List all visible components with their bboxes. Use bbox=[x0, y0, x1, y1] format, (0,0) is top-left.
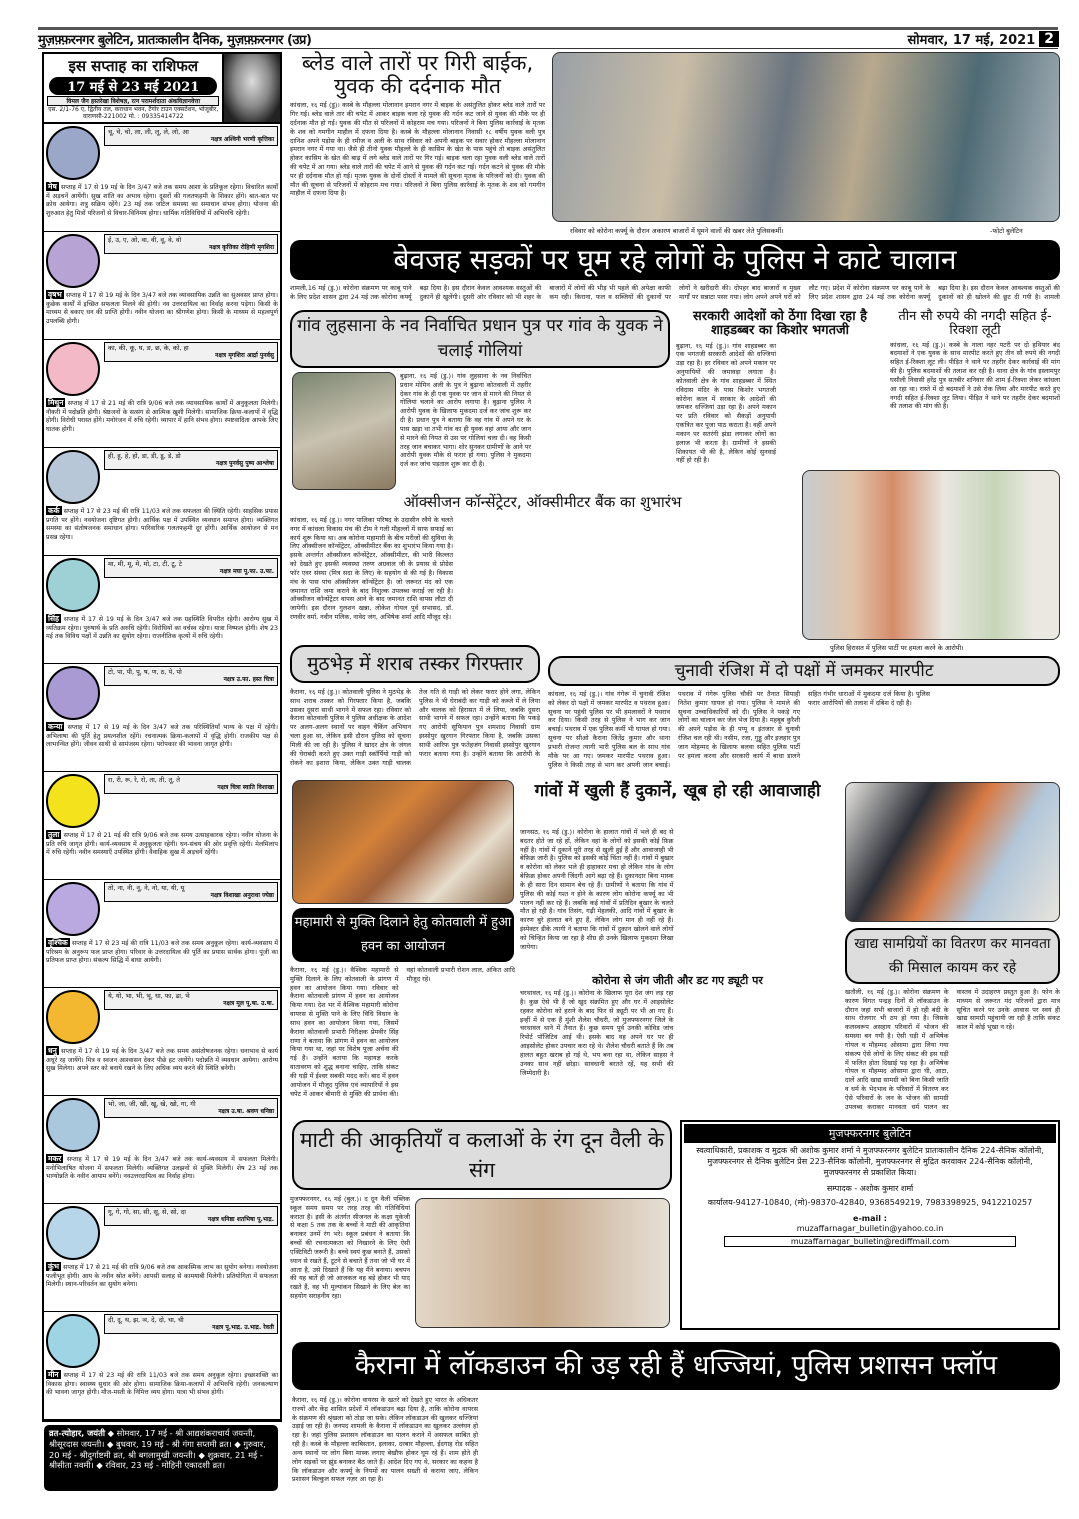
page-number: 2 bbox=[1039, 31, 1059, 47]
zodiac-entry bbox=[44, 1096, 280, 1204]
sign-text: सप्ताह में 17 से 19 मई के दिन 3/47 बजे तक व्यावसायिक उन्नति का सुअवसर प्राप्त होगा। कुछेक कार्यों में इच्छित सफलता मिलने की होगी। नव उत्तरदायित्व का निर्वाह करना पड़ेगा। किसी के माध्यम से बकाए धन की प्राप्ति होगी। नवीन योजना का श्रीगणेश होगा। किसी के माध्यम से महत्वपूर्ण उपलब्धि होगी। bbox=[46, 292, 278, 325]
sign-forecast bbox=[46, 182, 278, 218]
astrologer-photo bbox=[222, 54, 280, 122]
sign-letters: चू, चे, चो, ला, ली, लू, ले, लो, आ bbox=[108, 128, 189, 136]
body-havan: कैराना, १६ मई (डु.)। वैश्विक महामारी से मुक्ति दिलाने के लिए कोतवाली के प्रांगण में हवन का आयोजन किया गया। रविवार को कैराना कोतवाली प्रांगण में हवन का आयोजन किया गया। देश भर में वैश्विक महामारी कोरोना वायरस से मुक्ति पाने के लिए विधि विधान के साथ हवन का आयोजन किया गया, जिसमें कैराना कोतवाली प्रभारी निरीक्षक प्रेमवीर सिंह राणा ने बताया कि प्रांगण में हवन का आयोजन किया गया था, जहां पर विशेष पूजा अर्चना की गई है। उन्होंने बताया कि महायज्ञ करके वातावरण को शुद्ध बनाना चाहिए, ताकि संकट की घड़ी में ईश्वर सबकी मदद करें। बाद में हवन आयोजन में मौजूद पुलिस एवं व्यापारियों ने इस चपेट में आकर बीमारी से मुक्ति की प्रार्थना की। वहां कोतवाली प्रभारी रोशन लाल, अंकित आदि मौजूद रहे। bbox=[290, 966, 515, 1098]
body-lockdown: कैराना, १६ मई (डु.)। कोरोना वायरस के खतरे को देखते हुए भारत के अधिकतर राज्यों और केंद्र शासित प्रदेशों में लॉकडाउन बढ़ा दिया है, ताकि कोरोना वायरस के संक्रमण की श्रृंखला को तोड़ा जा सके। लेकिन लॉकडाउन की खुलकर धज्जियां उड़ाई जा रही है। जनपद शामली के कैराना में लॉकडाउन का खुलकर उल्लंघन हो रहा है। जहां पुलिस प्रशासन लॉकडाउन का पालन कराने में असफल साबित हो रही है। कस्बे के मौहल्ला काबिस्तान, इलाका, दरबार मौहल्ला, ईदगाह रोड सहित अन्य स्थानों पर लोग बिना मास्क लगाए बेखौफ होकर घूम रहे हैं। शाम होते ही लोग सड़कों पर झुंड बनाकर बैठ जाते हैं। आदेश दिए गए थे, सरकार का कहना है कि लॉकडाउन और कर्फ्यू के नियमों का पालन सख्ती से कराया जाए, लेकिन प्रशासन बिल्कुल सफल नज़र आ रहा है। bbox=[292, 1396, 478, 1484]
zodiac-entry bbox=[44, 988, 280, 1096]
body-mati: मुजफ्फरनगर, १६ मई (बुल.)। द दून वैली पब्लिक स्कूल समय समय पर तरह तरह की गतिविधियां कराता है। इसी के अंतर्गत सीजनल के कक्षा यूकेजी से कक्षा 5 तक तक के बच्चों ने माटी की आकृतियां बनाकर उनमें रंग भरे। स्कूल प्रबंधन ने बताया कि बच्चों की रचनात्मकता को निखारने के लिए ऐसी एक्टिविटी जरूरी है। बच्चे स्वयं कुछ बनाते हैं, उसको ध्यान से रखते हैं, टूटने से बचाते हैं तथा जो भी घर में आता है, उसे दिखाते हैं कि यह मैंने बनाया। बचपन की यह बातें ही जो आजकल वह बड़े होकर भी याद रखते हैं, वह भी मूल्यांकन सिखाने के लिए बेल का सहयोग सराहनीय रहा। bbox=[290, 1195, 410, 1301]
sign-forecast bbox=[46, 722, 278, 750]
body-gaon: जानसठ, १६ मई (डु.)। कोरोना के हालात गांवों में भले ही बद से बदतर होते जा रहे हों, लेकिन वहां के लोगों को इसकी कोई फ़िक्र नहीं है। गांवों में दुकानें पूरी तरह से खुली हुई हैं और आवाजाही भी बेफ़िक्र जारी है। पुलिस को इसकी कोई चिंता नहीं है। गांवों में बुखार व कोरोना को लेकर भले ही हाहाकार मचा हो लेकिन गांव के लोग बेफ़िक्र होकर अपनी जिंदगी आगे बढ़ा रहे हैं। दुकानदार बिना मास्क के ही सारा दिन सामान बेच रहे हैं। ग्रामीणों ने बताया कि गांव में पुलिस की कोई गश्त न होने के कारण लोग कोरोना कर्फ्यू का भी पालन नहीं कर रहे हैं। जबकि कई गांवों में प्रतिदिन बुखार के चलते मौत हो रही है। गांव तिसंग, गढ़ी मेहलकी, आदि गांवों में बुखार के कारण बुरे हालात बने हुए हैं, लेकिन लोग मान ही नहीं रहे हैं। इंस्पेक्टर डीके त्यागी ने बताया कि गांवों में दुकान खोलने वाले लोगों को चिन्हित किया जा रहा है शीघ्र ही उनके खिलाफ मुकदमा लिखा जायेगा। bbox=[520, 828, 674, 951]
sign-text: सप्ताह में 17 से 19 मई के दिन 3/47 बजे तक परिस्थितियाँ भाग्य के पक्ष में रहेंगी। अभिलाषा की पूर्ति हेतु प्रयत्नशील रहेंगे। रचनात्मक क्रिया-कलापों में वृद्धि होगी। राजकीय पक्ष से लाभान्वित होंगे। जीवन साथी से सामंजस्य रहेगा। परोपकार की भावना जागृत होगी। bbox=[46, 724, 278, 748]
body-teen-sau: कांधला, १६ मई (डु.)। कस्बे के नाला नहर पटरी पर दो हथियार बंद बदमाशों ने एक युवक के साथ मारपीट करते हुए तीन सौ रुपये की नगदी सहित ई-रिक्शा लूट ली। पीड़ित ने थाने पर तहरीर देकर कार्रवाई की मांग की है। पुलिस बदमाशों की तलाश कर रही है। थाना क्षेत्र के गांव इस्लामपुर घसौली निवासी हरेंद्र पुत्र सतबीर शनिवार की शाम ई-रिक्शा लेकर कांधला आ रहा था। रास्ते में दो बदमाशों ने उसे रोक लिया और मारपीट करते हुए नगदी सहित ई-रिक्शा लूट लिया। पीड़ित ने थाने पर तहरीर देकर बदमाशों की तलाश की मांग की है। bbox=[890, 340, 1060, 411]
headline-chunavi: चुनावी रंजिश में दो पक्षों में जमकर मारपीट bbox=[548, 656, 1060, 686]
sign-forecast bbox=[46, 614, 278, 642]
zodiac-entry bbox=[44, 1204, 280, 1312]
zodiac-entry bbox=[44, 124, 280, 232]
sign-forecast bbox=[46, 830, 278, 858]
caption-police: रविवार को कोरोना कर्फ्यू के दौरान अकारण बाजारों में घूमने वालों की खबर लेते पुलिसकर्मी। bbox=[570, 227, 784, 235]
headline-corona-jung: कोरोना से जंग जीती और डट गए ड्यूटी पर bbox=[592, 974, 763, 987]
zodiac-sign-icon bbox=[46, 126, 100, 180]
body-corona-jung: चरथावल, १६ मई (डु.)। कोरोना के खिलाफ पूरा देश जंग लड़ रहा है। कुछ ऐसे भी हैं जो खुद संक्रमित हुए और घर में आइसोलेट रहकर कोरोना को हराने के बाद फिर से ड्यूटी पर भी आ गए हैं। इन्हीं में से एक हैं मुंशी शैलेश चौधरी, जो मुजफ्फरनगर जिले के चरथावल थाने में तैनात हैं। कुछ समय पूर्व उनकी कोविड जांच रिपोर्ट पॉजिटिव आई थी। इसके बाद वह अपने घर पर ही आइसोलेट होकर उपचार करा रहे थे। शैलेश चौधरी बताते हैं कि तब हालत बहुत खराब हो गई थे, भय बना रहा था, लेकिन साहस ने उनका साथ नहीं छोड़ा। सावधानी बरतते रहें, यह सभी की जिम्मेदारी है। bbox=[520, 989, 674, 1077]
headline-khadya: खाद्य सामग्रियों का वितरण कर मानवता की मिसाल कायम कर रहे bbox=[845, 928, 1060, 984]
sign-letters-row bbox=[104, 774, 278, 794]
zodiac-sign-icon bbox=[46, 882, 100, 936]
photo-boxes bbox=[292, 372, 396, 490]
sign-name: मीन bbox=[48, 1370, 59, 1379]
sign-letters: ही, हू, हे, हो, डा, डी, डू, डे, डो bbox=[108, 452, 181, 460]
headline-luhsana: गांव लुहसाना के नव निर्वाचित प्रधान पुत्र पर गांव के युवक ने चलाई गोलियां bbox=[290, 310, 670, 368]
sign-nakshatra: नक्षत्र उ.षा. श्रवण धनिष्ठा bbox=[218, 1108, 274, 1116]
body-blade: कांधला, १६ मई (डु)। कस्बे के मौहल्ला मोलानान इमरान नगर में बाइक के असंतुलित होकर ब्लेड वाले तारों पर गिर गई। ब्लेड वाले तार की चपेट में आकर बाइक चला रहे युवक की गर्दन कट जाने से युवक की मौके पर ही दर्दनाक मौत हो गई। युवक की मौत से परिजनों में कोहराम मच गया। परिजनों ने बिना पुलिस कार्रवाई के मृतक के शव को गमगीन माहौल में दफना दिया है। कस्बे के मौहल्ला मोलानान निवासी १८ वर्षीय युवक वली पुत्र दानिश अपने पड़ोस के ही रमीज व अली के साथ रविवार को अपनी बाइक पर सवार होकर मौहल्ला मोलानान इमरान नगर में गया था। जैसे ही तीनो युवक मौहल्ले के ही कासिम के खेत के पास पहुंचे तो बाइक असंतुलित होकर कासिम के खेत की बाढ़ में लगे ब्लेड वाले तारों पर गिर गई। बाइक चला रहा युवक वली ब्लेड वाले तारों की चपेट में आ गया। ब्लेड वाले तारों की चपेट में आने से युवक की गर्दन कट गई। गर्दन कटने से युवक की मौके पर ही दर्दनाक मौत हो गई। मृतक युवक के दोनों दोस्तों ने मामले की सूचना मृतक के परिजनों को दी। युवक की मौत की सूचना से परिजनों में कोहराम मच गया। परिजनों ने बिना पुलिस कार्रवाई के मृतक के शव को गमगीन माहौल में दफना दिया है। bbox=[290, 101, 545, 198]
sign-letters: रा, री, रू, रे, रो, ता, ती, तू, ते bbox=[108, 776, 180, 784]
rashifal-column bbox=[42, 52, 282, 1422]
zodiac-sign-icon bbox=[46, 558, 100, 612]
headline-mati: माटी की आकृतियाँ व कलाओं के रंग दून वैली के संग bbox=[292, 1120, 672, 1190]
photo-food-distribution bbox=[845, 782, 1060, 922]
sign-nakshatra: नक्षत्र धनिष्ठा शतभिषा पू.भाद्र. bbox=[207, 1216, 274, 1224]
body-oxygen: कांधला, १६ मई (डु.)। नगर पालिका परिषद के उदासीन रवैये के चलते नगर में कांधला विकास मंच की टीम ने गली मौहल्लों में साफ सफाई का कार्य शुरू किया था। अब कोरोना महामारी के बीच मरीजों की सुविधा के लिए ऑक्सीजन कॉन्सेंट्रेटर, ऑक्सीमीटर बैंक का शुभारंभ किया गया है। इसके अन्तर्गत ऑक्सीजन कॉन्सेंट्रेटर, ऑक्सीमीटर, की भारी किल्लत को देखते हुए इसकी व्यवस्था तरुण अग्रवाल जी के प्रयास से प्रोग्रेस फॉर एवर संस्था (मित्र सदा के लिए) के सहयोग से की गई है। विकास मंच के पास पांच ऑक्सीजन कॉन्सेंट्रेटर है। जो जरूरत मंद को एक जमानत राशि जमा कराने के बाद निशुल्क उपलब्ध कराई जा रही है। ऑक्सीजन कॉन्सेंट्रेटर वापस आने के बाद जमानत राशि वापस लौटा दी जायेगी। इस दौरान गुलशन खन्ना, लोकेश गोयल पूर्व सभासद, डॉ. रणवीर वर्मा, नवीन मलिक, नावेद जंग, अभिषेक शर्मा आदि मौजूद रहे। bbox=[290, 516, 453, 622]
sign-letters-row bbox=[104, 450, 278, 470]
headline-havan: महामारी से मुक्ति दिलाने हेतु कोतवाली में हुआ हवन का आयोजन bbox=[292, 908, 514, 962]
sign-name: मेष bbox=[48, 182, 57, 191]
sign-name: मकर bbox=[48, 1154, 62, 1163]
sign-name: तुला bbox=[48, 830, 60, 839]
sign-name: धनु bbox=[48, 1046, 57, 1055]
sign-letters: तो, ना, नी, नू, ने, नो, या, यी, यू bbox=[108, 884, 185, 892]
sign-text: सप्ताह में 17 से 21 मई की रात्रि 9/06 बजे तक समय उत्साहकारक रहेगा। नवीन योजना के प्रति रुचि जागृत होगी। कार्य-व्यवसाय में अनुकूलता रहेगी। धन-संचय की ओर प्रवृत्ति रहेगी। मेलमिलाप में रुचि रहेगी। नवीन समस्याएँ उपस्थित होंगी। वैवाहिक सुख में अड़चनें रहेंगी। bbox=[46, 832, 278, 856]
sign-nakshatra: नक्षत्र उ.फा. हस्त चित्रा bbox=[223, 676, 274, 684]
zodiac-sign-icon bbox=[46, 1098, 100, 1152]
sign-name: मिथुन bbox=[48, 398, 64, 407]
sign-text: सप्ताह में 17 से 19 मई के दिन 3/47 बजे तक समय आशा के प्रतिकूल रहेगा। विचारित कार्यों में अड़चनें आयेंगी। सुख शांति का अभाव रहेगा। दूसरों की गलतफहमी के शिकार होंगे। बात-बात पर क्रोध आयेगा। शत्रु सक्रिय रहेंगे। 23 मई तक जटिल समस्या का समाधान संभव होगा। योजना की शुरुआत हेतु मित्रों परिजनों से विचार-विनिमय होगा। धार्मिक गतिविधियों में अभिरुचि रहेगी। bbox=[46, 184, 278, 217]
sign-letters: भो, जा, जी, खी, खू, खे, खो, गा, गी bbox=[108, 1100, 196, 1108]
zodiac-sign-icon bbox=[46, 1206, 100, 1260]
masthead-title: मुज़फ़्फ़रनगर बुलेटिन, प्रातःकालीन दैनिक, मुज़फ़्फ़रनगर (उप्र) bbox=[38, 33, 312, 48]
body-sarkari: बुढ़ाना, १६ मई (डु.)। गांव शाहडब्बर का एक भगतजी सरकारी आदेशों की धज्जियां उड़ा रहा है। हर रविवार को अपने मकान पर अनुयायियों की जमावड़ा लगाता है। कोतवाली क्षेत्र के गांव शाहडब्बर में स्थित रविदास मंदिर के पास किशोर भगतजी कोरोना काल में सरकार के आदेशों की जमकर धज्जियां उड़ा रहा है। अपने मकान पर प्रति रविवार को सैकड़ों अनुयायी एकत्रित कर पूजा पाठ कराता है। वहीं अपने मकान पर सतरंगी झंडा लगाकर लोगों का इलाज भी करता है। ग्रामीणों ने इसकी शिकायत भी की है, लेकिन कोई सुनवाई नहीं हो रही है। bbox=[676, 341, 776, 465]
astrologer-address: एस. 2/1-76 ए, द्वितीय तल, कराधान भवन, टैगोर टाउन एक्सटेंशन, भोजूबीर, वाराणसी-221002 मो. : 09335414722 bbox=[48, 106, 219, 121]
masthead-rule-bottom bbox=[38, 48, 1058, 49]
zodiac-entry bbox=[44, 232, 280, 340]
headline-challan: बेवजह सड़कों पर घूम रहे लोगों के पुलिस ने काटे चालान bbox=[290, 240, 1060, 280]
sign-nakshatra: नक्षत्र मृगशिरा आर्द्रा पुनर्वसु bbox=[215, 352, 274, 360]
sign-letters-row bbox=[104, 234, 278, 254]
info-body: स्वत्वाधिकारी, प्रकाशक व मुद्रक श्री अशोक कुमार शर्मा ने मुजफ्फरनगर बुलेटिन प्रातःकालीन दैनिक 224-सैनिक कॉलोनी, मुजफ्फरनगर से दैनिक बुलेटिन प्रेस 223-सैनिक कॉलोनी, मुजफ्फरनगर से मुद्रित करवाकर 224-सैनिक कॉलोनी, मुजफ्फरनगर से प्रकाशित किया। bbox=[696, 1146, 1044, 1177]
sign-letters-row bbox=[104, 342, 278, 362]
rashifal-dates: 17 मई से 23 मई 2021 bbox=[49, 77, 217, 95]
photo-havan bbox=[292, 780, 514, 904]
body-muthbhed: कैराना, १६ मई (डु.)। कोतवाली पुलिस ने मुठभेड़ के साथ शराब तस्कर को गिरफ्तार किया है, जबकि उसका दूसरा साथी भागने में सफल रहा। रविवार को कैराना कोतवाली पुलिस ने पुलिस अधीक्षक के आदेश पर अलग-अलग स्थानों पर वाहन चैकिंग अभियान चला हुआ था, लेकिन इसी दौरान पुलिस को सूचना मिली की जा रही है। पुलिस ने खादर क्षेत्र के जंगल की घेराबंदी करते हुए उक्त गाड़ी स्कॉर्पियो गाड़ी को रोकने का इशारा किया, लेकिन उक्त गाड़ी चालक तेज गति से गाड़ी को लेकर फरार होने लगा, लेकिन पुलिस ने भी घेराबंदी कर गाड़ी को कब्जे में ले लिया और चालक को हिरासत में ले लिया, जबकि दूसरा साथी भागने में सफल रहा। उन्होंने बताया कि पकड़े गए आरोपी सूफियान पुत्र शमशाद निवासी ग्राम इस्सोपुर खुरगान गिरफ्तार किया है, जबकि उसका साथी आरिफ पुत्र फतेहजंग निवासी इस्सोपुर खुरगान फरार बताया गया है। उन्होंने बताया कि आरोपी के bbox=[290, 688, 540, 767]
headline-muthbhed: मुठभेड़ में शराब तस्कर गिरफ्तार bbox=[290, 645, 540, 683]
headline-sarkari: सरकारी आदेशों को ठेंगा दिखा रहा है शाहडब्बर का किशोर भगतजी bbox=[692, 309, 868, 339]
sign-name: कन्या bbox=[48, 722, 63, 731]
sign-letters: टो, पा, पी, पू, ष, ण, ठ, पे, पो bbox=[108, 668, 182, 676]
zodiac-list bbox=[44, 124, 280, 1420]
caption-accused: पुलिस हिरासत में पुलिस पार्टी पर हमला करने के आरोपी। bbox=[830, 644, 964, 652]
masthead-date-block bbox=[908, 30, 1059, 48]
sign-name: कुंभ bbox=[48, 1262, 60, 1271]
sign-name: सिंह bbox=[48, 614, 59, 623]
sign-name: कर्क bbox=[48, 506, 60, 515]
vrat-label: व्रत-त्योहार, जयंती bbox=[49, 1428, 105, 1438]
body-luhsana: बुढ़ाना, १६ मई (डु.)। गांव लुहसाना के नव निर्वाचित प्रधान मोमिन अली के पुत्र ने बुढ़ाना कोतवाली में तहरीर देकर गांव के ही एक युवक पर जान से मारने की नियत से गोलियां चलाने का आरोप लगाया है। बुढ़ाना पुलिस ने आरोपी युवक के खिलाफ मुकदमा दर्ज कर जांच शुरू कर दी है। प्रधान पुत्र ने बताया कि वह गांव में अपने घर के पास खड़ा था तभी गांव का ही युवक वहां आया और जान से मारने की नियत से उस पर गोलियां चला दी। वह किसी तरह जान बचाकर भागा। शोर सुनकर ग्रामीणों के आने पर आरोपी युवक मौके से फरार हो गया। पुलिस ने मुकदमा दर्ज कर जांच पड़ताल शुरू कर दी है। bbox=[400, 372, 531, 469]
zodiac-sign-icon bbox=[46, 450, 100, 504]
sign-text: सप्ताह में 17 से 23 मई की रात्रि 11/03 बजे तक समय अनुकूल रहेगा। इच्छाशक्ति का विकास होगा। स्वास्थ्य सुधार की ओर होगा। सामाजिक क्रिया-कलापों में अभिरुचि रहेगी। जनकल्याण की भावना जागृत होगी। मौज-मस्ती के निमित्त व्यय होगा। यात्रा भी संभव होगी। bbox=[46, 1372, 278, 1396]
info-email-label: e-mail : bbox=[853, 1213, 887, 1223]
sign-forecast bbox=[46, 1370, 278, 1398]
zodiac-sign-icon bbox=[46, 234, 100, 288]
body-chunavi: कांधला, १६ मई (डु.)। गांव गंगेरू में चुनावी रंजिश को लेकर दो पक्षों में जमकर मारपीट व पथराव हुआ। सूचना पर पहुंची पुलिस पर भी हमलावरों ने पथराव कर दिया। किसी तरह से पुलिस ने भाग कर जान बचाई। पथराव में एक पुलिस कर्मी भी घायल हो गया। सूचना पर सीओ कैराना जितेंद्र कुमार और थाना प्रभारी रोजन्त त्यागी भारी पुलिस बल के साथ गांव मौके पर आ गए। जमकर मारपीट पथराव हुआ। पुलिस ने किसी तरह से भाग कर अपनी जान बचाई। पथराव में गंगेरू पुलिस चौकी पर तैनात सिपाही नितेश कुमार घायल हो गया। पुलिस ने मामले की सूचना उच्चाधिकारियों को दी। पुलिस ने पकड़े गए लोगों का चालान कर जेल भेज दिया है। महबूब कुरैशी की अपने पड़ोस के ही पप्पू व इंतजार से चुनावी रंजिश चल रही थी। नसीम, रजा, गुड्डू और इजहार पुत्र जान मोहम्मद के खिलाफ बलवा सहित पुलिस पार्टी पर हमला करना और सरकारी कार्य में बाधा डालने सहित गंभीर धाराओं में मुकदमा दर्ज किया है। पुलिस फरार आरोपियों की तलाश में दबिश दे रही है। bbox=[548, 690, 930, 769]
info-title: मुजफ्फरनगर बुलेटिन bbox=[684, 1124, 1056, 1143]
sign-letters-row bbox=[104, 1314, 278, 1334]
sign-nakshatra: नक्षत्र विशाखा अनुराधा ज्येष्ठा bbox=[210, 892, 274, 900]
sign-forecast bbox=[46, 938, 278, 966]
sign-nakshatra: नक्षत्र अश्विनी भरणी कृत्तिका bbox=[210, 136, 274, 144]
zodiac-entry bbox=[44, 880, 280, 988]
sign-letters-row bbox=[104, 1098, 278, 1118]
zodiac-sign-icon bbox=[46, 990, 100, 1044]
sign-letters-row bbox=[104, 666, 278, 686]
zodiac-entry bbox=[44, 664, 280, 772]
sign-forecast bbox=[46, 506, 278, 542]
sign-text: सप्ताह में 17 से 23 मई की रात्रि 11/03 बजे तक सफलता की स्थिति रहेगी। साहसिक प्रयास प्रगति पर होंगे। नवयोजना दृष्टिगत होगी। आर्थिक पक्ष में उपस्थित व्यवधान समाप्त होगा। व्यक्तिगत समस्या का संतोषजनक समाधान होगा। पारिवारिक गलतफहमी दूर होंगी। आर्थिक आयोजन से मन प्रसन्न रहेगा। bbox=[46, 508, 278, 541]
zodiac-entry bbox=[44, 448, 280, 556]
zodiac-sign-icon bbox=[46, 774, 100, 828]
sign-letters: दी, दू, थ, झ, ञ, दे, दो, चा, ची bbox=[108, 1316, 184, 1324]
headline-lockdown: कैराना में लॉकडाउन की उड़ रही हैं धज्जियां, पुलिस प्रशासन फ्लॉप bbox=[292, 1342, 1060, 1390]
sign-letters: गू, गे, गो, सा, सी, सू, से, सो, दा bbox=[108, 1208, 186, 1216]
sign-letters-row bbox=[104, 1206, 278, 1226]
sign-text: सप्ताह में 17 से 23 मई की रात्रि 11/03 बजे तक समय अनुकूल रहेगा। कार्य-व्यवसाय में परिश्रम के अनुरूप फल प्राप्त होगा। परिवार के उत्तरदायित्व की पूर्ति का प्रयास सार्थक होगा। पूंजी का प्रतिफल प्राप्त होगा। संकल्प सिद्धि में बाधा आयेगी। bbox=[46, 940, 278, 964]
sign-letters-row bbox=[104, 882, 278, 902]
sign-nakshatra: नक्षत्र मघा पू.फा. उ.फा. bbox=[219, 568, 274, 576]
headline-oxygen: ऑक्सीजन कॉन्सेंट्रेटर, ऑक्सीमीटर बैंक का शुभारंभ bbox=[403, 493, 682, 511]
vrat-text: ◆ सोमवार, 17 मई - श्री आद्यशंकराचार्य जयन्ती, श्रीसूरदास जयन्ती। ◆ बुधवार, 19 मई - श्री गंगा सप्तमी व्रत। ◆ गुरुवार, 20 मई - श्रीदुर्गाष्टमी व्रत, श्री बगलामुखी जयन्ती। ◆ शुक्रवार, 21 मई - श्रीसीता नवमी। ◆ रविवार, 23 मई - मोहिनी एकादशी व्रत। bbox=[49, 1428, 266, 1471]
photo-police-checking bbox=[552, 52, 1060, 222]
sign-forecast bbox=[46, 398, 278, 434]
sign-nakshatra: नक्षत्र पू.भाद्र. उ.भाद्र. रेवती bbox=[212, 1324, 274, 1332]
photo-credit: -फोटो बुलेटिन bbox=[990, 227, 1023, 235]
zodiac-entry bbox=[44, 340, 280, 448]
zodiac-entry bbox=[44, 772, 280, 880]
sign-nakshatra: नक्षत्र कृत्तिका रोहिणी मृगशिरा bbox=[209, 244, 274, 252]
headline-blade: ब्लेड वाले तारों पर गिरी बाईक, युवक की दर्दनाक मौत bbox=[301, 51, 534, 99]
vrat-tyohar-box bbox=[44, 1425, 278, 1491]
sign-text: सप्ताह में 17 से 21 मई की रात्रि 9/06 बजे तक आकस्मिक लाभ का सुयोग बनेगा। नवयोजना फलीभूत होगी। आय के नवीन स्रोत बनेंगे। आपसी सलाह से कामयाबी मिलेगी। प्रतियोगिता में सफलता मिलेगी। स्थान-परिवर्तन का सुयोग बनेगा। bbox=[46, 1264, 278, 1288]
article-blade bbox=[290, 52, 545, 229]
sign-text: सप्ताह में 17 से 21 मई की रात्रि 9/06 बजे तक व्यावसायिक कार्यों में अनुकूलता मिलेगी। नौकरी में पदोन्नति होगी। श्रेष्ठजनों के सत्संग से आत्मिक ख़ुशी मिलेगी। सामाजिक क्रिया-कलापों में वृद्धि होगी। विरोधी परास्त होंगे। मनोरंजन में रुचि रहेगी। व्यापार में हानि संभव होगा। स्पष्टवादिता आपके लिए घातक होगी। bbox=[46, 400, 278, 433]
sign-name: वृषभ bbox=[48, 290, 62, 299]
sign-forecast bbox=[46, 1154, 278, 1182]
sign-forecast bbox=[46, 1262, 278, 1290]
info-editor: सम्पादक - अशोक कुमार शर्मा bbox=[826, 1184, 914, 1194]
rashifal-title: इस सप्ताह का राशिफल bbox=[68, 57, 199, 75]
article-teen-sau bbox=[890, 310, 1060, 469]
body-challan: शामली,16 मई (डु.)। कोरोना संक्रमण पर काबू पाने के लिए प्रदेश शासन द्वारा 24 मई तक कोरोना कर्फ्यू बढ़ा दिया है। इस दौरान केवल आवश्यक वस्तुओं की दुकानें ही खुलेंगी। दूसरी ओर रविवार को भी शहर के बाजारों में लोगों की भीड़ भी पहले की अपेक्षा काफी कम रही। किराना, फल व सब्जियों की दुकानों पर लोगों ने खरीदारी की। दोपहर बाद बाजारों व मुख्य मार्गों पर सन्नाटा पसर गया। लोग अपने अपने घरों को लौट गए। प्रदेश में कोरोना संक्रमण पर काबू पाने के लिए प्रदेश शासन द्वारा 24 मई तक कोरोना कर्फ्यू बढ़ा दिया है। इस दौरान केवल आवश्यक वस्तुओं की दुकानों को ही खोलने की छूट दी गयी है। शामली bbox=[290, 284, 1060, 301]
info-phones: कार्यालय-94127-10840, (मो)-98370-42840, 9368549219, 7983398925, 9412210257 bbox=[707, 1198, 1033, 1208]
sign-nakshatra: नक्षत्र मूल पू.षा. उ.षा. bbox=[223, 1000, 274, 1008]
zodiac-entry bbox=[44, 1312, 280, 1420]
info-email-2[interactable]: muzaffarnagar_bulletin@rediffmail.com bbox=[724, 1236, 1016, 1247]
sign-text: सप्ताह में 17 से 19 मई के दिन 3/47 बजे तक ग्रहस्थिति विपरीत रहेगी। आरोग्य सुख में व्यतिक्रम रहेगा। पुरुषार्थ के प्रति अरुचि रहेगी। विरोधियों का वर्चस्व रहेगा। यात्रा निष्फल होगी। शेष 23 मई तक विविध पक्षों में उन्नति का सुयोग रहेगा। राजनीतिक कृत्यों में रुचि रहेगी। bbox=[46, 616, 278, 640]
sign-letters: ये, यो, भा, भी, भू, धा, फा, ढा, भे bbox=[108, 992, 190, 1000]
rashifal-header bbox=[44, 54, 280, 124]
zodiac-sign-icon bbox=[46, 342, 100, 396]
sign-nakshatra: नक्षत्र चित्रा स्वाति विशाखा bbox=[217, 784, 274, 792]
sign-letters-row bbox=[104, 126, 278, 146]
sign-letters: मा, मी, मू, मे, मो, टा, टी, टू, टे bbox=[108, 560, 183, 568]
body-khadya: खतौली, १६ मई (डु.)। कोरोना संक्रमण के कारण विगत पन्द्रह दिनों से लॉकडाउन के दौरान जहां सभी बाजारों में हो रही बंदी के साथ रोजगार भी ठप हो गया है। जिसके कलस्वरूप असहाय परिवारों में भोजन की समस्या बन गयी है। ऐसी घड़ी में अभिषेक गोयल व मौहम्मद ओसामा द्वारा लिया गया संकल्प ऐसे लोगों के लिए संकट की इस घड़ी में फलित होता दिखाई पड़ रहा है। अभिषेक गोयल व मौहम्मद ओसामा द्वारा घी, आटा, दालें आदि खाद्य सामग्री को बिना किसी जाति व धर्म के भेदभाव के परिवारों में वितरण कर ऐसे परिवारों के जन के भोजन की सामग्री उपलब्ध कराकर मानवता धर्म पालन का वास्तव में उदाहरण प्रस्तुत हुआ है। फोन के माध्यम से जरूरत मंद परिजनों द्वारा मात्र सूचित करने पर उनके आवास पर स्वयं ही खाद्य सामग्री पहुंचायी जा रही है ताकि संकट काल में कोई भूखा न रहे। bbox=[845, 988, 1060, 1111]
sign-nakshatra: नक्षत्र पुनर्वसु पुष्य आश्लेषा bbox=[215, 460, 274, 468]
sign-letters: ई, उ, ए, ओ, वा, वी, वू, वे, वो bbox=[108, 236, 182, 244]
zodiac-entry bbox=[44, 556, 280, 664]
issue-date: सोमवार, 17 मई, 2021 bbox=[907, 33, 1036, 48]
publisher-info-box bbox=[680, 1120, 1060, 1330]
sign-letters-row bbox=[104, 990, 278, 1010]
astrologer-name: विमल जैन हस्तरेखा विशेषज्ञ, रत्न परामर्शदाता अंकविज्ञानवेत्ता bbox=[47, 96, 219, 106]
sign-letters-row bbox=[104, 558, 278, 578]
headline-teen-sau: तीन सौ रुपये की नगदी सहित ई-रिक्शा लूटी bbox=[898, 309, 1052, 339]
zodiac-sign-icon bbox=[46, 1314, 100, 1368]
photo-children bbox=[415, 1198, 670, 1328]
sign-name: वृश्चिक bbox=[48, 938, 68, 947]
info-email-1[interactable]: muzaffarnagar_bulletin@yahoo.co.in bbox=[796, 1223, 944, 1233]
sign-forecast bbox=[46, 1046, 278, 1074]
sign-forecast bbox=[46, 290, 278, 326]
sign-letters: का, की, कू, घ, ङ, छ, के, को, हा bbox=[108, 344, 189, 352]
headline-gaon: गांवों में खुली हैं दुकानें, खूब हो रही आवाजाही bbox=[534, 781, 821, 801]
article-corona-jung bbox=[520, 975, 835, 1107]
photo-accused bbox=[802, 470, 1060, 640]
sign-text: सप्ताह में 17 से 19 मई के दिन 3/47 बजे तक कार्य-व्यवसाय में सफलता मिलेगी। मनोभिलाषित योजना में सफलता मिलेगी। व्यक्तिगत उलझनों से मुक्ति मिलेगी। शेष 23 मई तक भाग्योन्नति के नवीन आयाम बनेंगे। नवउत्तरदायित्व का निर्वाह होगा। bbox=[46, 1156, 278, 1180]
sign-text: सप्ताह में 17 से 19 मई के दिन 3/47 बजे तक समय असंतोषजनक रहेगा। धनाभाव से कार्य अधूरे रह जायेंगे। मित्र व स्वजन आश्वासन देकर पीछे हट जायेंगे। पदोन्नति में व्यवधान आयेगा। आरोग्य सुख मिलेगा। अपने स्तर को बनाये रखने के लिए अधिक व्यय करने की स्थिति बनेगी। bbox=[46, 1048, 278, 1072]
zodiac-sign-icon bbox=[46, 666, 100, 720]
article-sarkari bbox=[676, 310, 884, 482]
